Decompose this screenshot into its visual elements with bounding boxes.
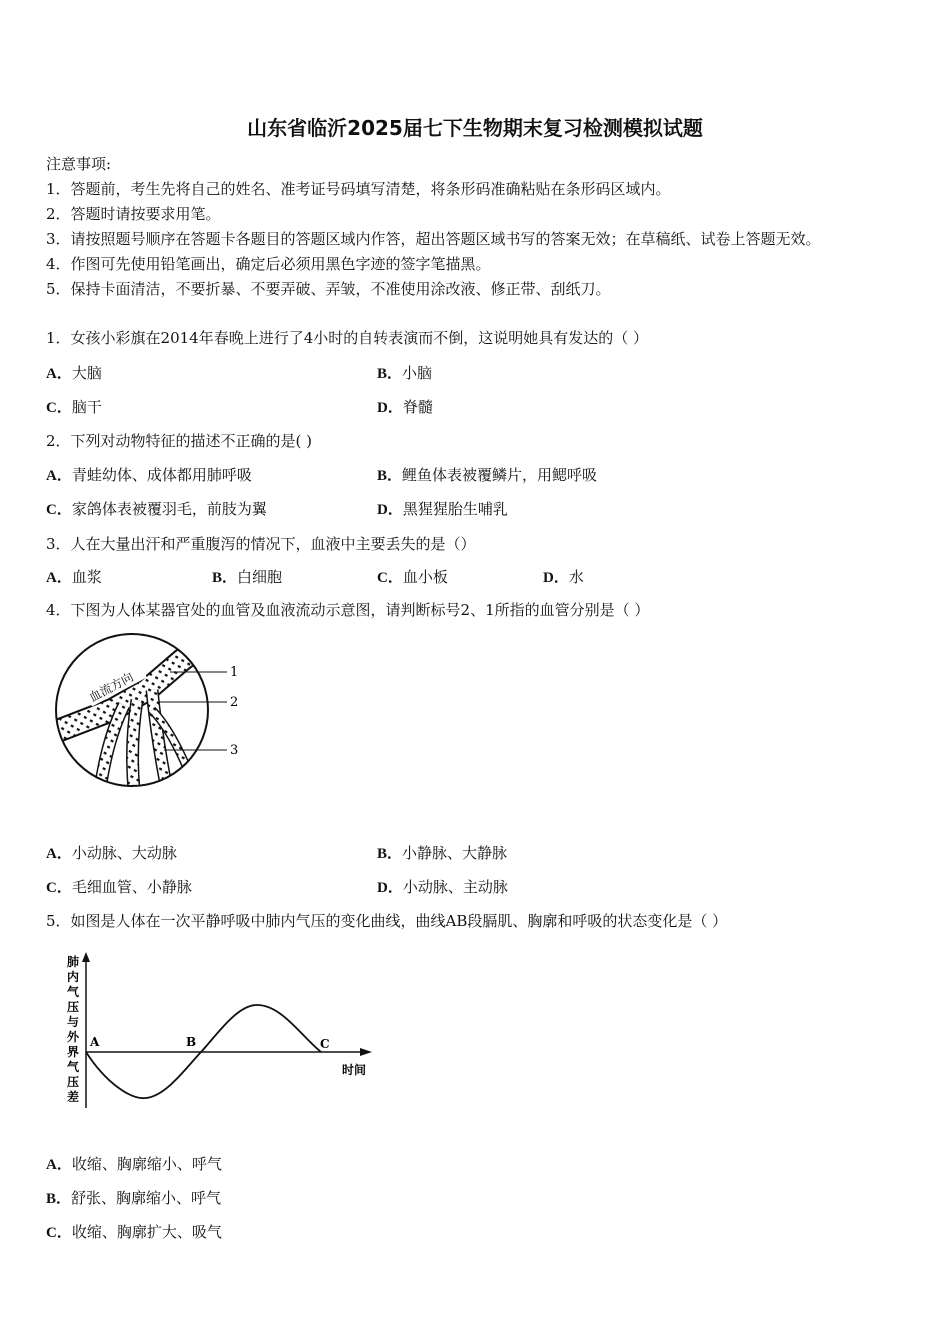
point-a: A [90,1035,100,1049]
q3-option-c: C．血小板 [377,568,448,586]
q2-option-a: A．青蛙幼体、成体都用肺呼吸 [46,466,252,484]
q5-option-c: C．收缩、胸廓扩大、吸气 [46,1223,222,1241]
notes-heading: 注意事项: [46,155,112,173]
q3-option-b: B．白细胞 [212,568,283,586]
question-1-stem: 1．女孩小彩旗在2014年春晚上进行了4小时的自转表演而不倒，这说明她具有发达的（ ） [46,329,649,347]
q2-option-c: C．家鸽体表被覆羽毛，前肢为翼 [46,500,267,518]
q1-option-c: C．脑干 [46,398,102,416]
question-3-stem: 3．人在大量出汗和严重腹泻的情况下，血液中主要丢失的是（） [46,535,476,553]
question-4-stem: 4．下图为人体某器官处的血管及血液流动示意图，请判断标号2、1所指的血管分别是（ ） [46,601,650,619]
q3-option-a: A．血浆 [46,568,102,586]
x-axis-label: 时间 [342,1063,367,1077]
q5-option-b: B．舒张、胸廓缩小、呼气 [46,1189,222,1207]
question-5-stem: 5．如图是人体在一次平静呼吸中肺内气压的变化曲线，曲线AB段膈肌、胸廓和呼吸的状态变化是（ ） [46,912,728,930]
q5-option-a: A．收缩、胸廓缩小、呼气 [46,1155,222,1173]
y-axis-label: 肺内气压与外界气压差 [67,955,80,1104]
page-title: 山东省临沂2025届七下生物期末复习检测模拟试题 [247,116,703,140]
label-3: 3 [230,743,239,758]
label-1: 1 [230,665,239,680]
point-b: B [186,1035,197,1049]
q4-option-c: C．毛细血管、小静脉 [46,878,192,896]
note-item: 2．答题时请按要求用笔。 [46,205,221,223]
y-axis-arrow [82,952,90,962]
blood-vessel-diagram [52,630,252,790]
note-item: 5．保持卡面清洁，不要折暴、不要弄破、弄皱，不准使用涂改液、修正带、刮纸刀。 [46,280,611,298]
point-c: C [320,1037,330,1051]
q4-option-a: A．小动脉、大动脉 [46,844,177,862]
question-2-stem: 2．下列对动物特征的描述不正确的是( ) [46,432,313,450]
note-item: 1．答题前，考生先将自己的姓名、准考证号码填写清楚，将条形码准确粘贴在条形码区域内。 [46,180,671,198]
note-item: 4．作图可先使用铅笔画出，确定后必须用黑色字迹的签字笔描黑。 [46,255,491,273]
x-axis-arrow [360,1048,372,1056]
q1-option-b: B．小脑 [377,364,433,382]
flow-direction-label: 血流方向 [86,669,136,705]
label-2: 2 [230,695,239,710]
q1-option-a: A．大脑 [46,364,102,382]
q3-option-d: D．水 [543,568,584,586]
pressure-curve-diagram [46,948,386,1113]
note-item: 3．请按照题号顺序在答题卡各题目的答题区域内作答，超出答题区域书写的答案无效；在草稿纸、试卷上答题无效。 [46,230,821,248]
q2-option-b: B．鲤鱼体表被覆鳞片，用鳃呼吸 [377,466,598,484]
q2-option-d: D．黑猩猩胎生哺乳 [377,500,508,518]
q4-option-d: D．小动脉、主动脉 [377,878,508,896]
q4-option-b: B．小静脉、大静脉 [377,844,508,862]
q1-option-d: D．脊髓 [377,398,433,416]
